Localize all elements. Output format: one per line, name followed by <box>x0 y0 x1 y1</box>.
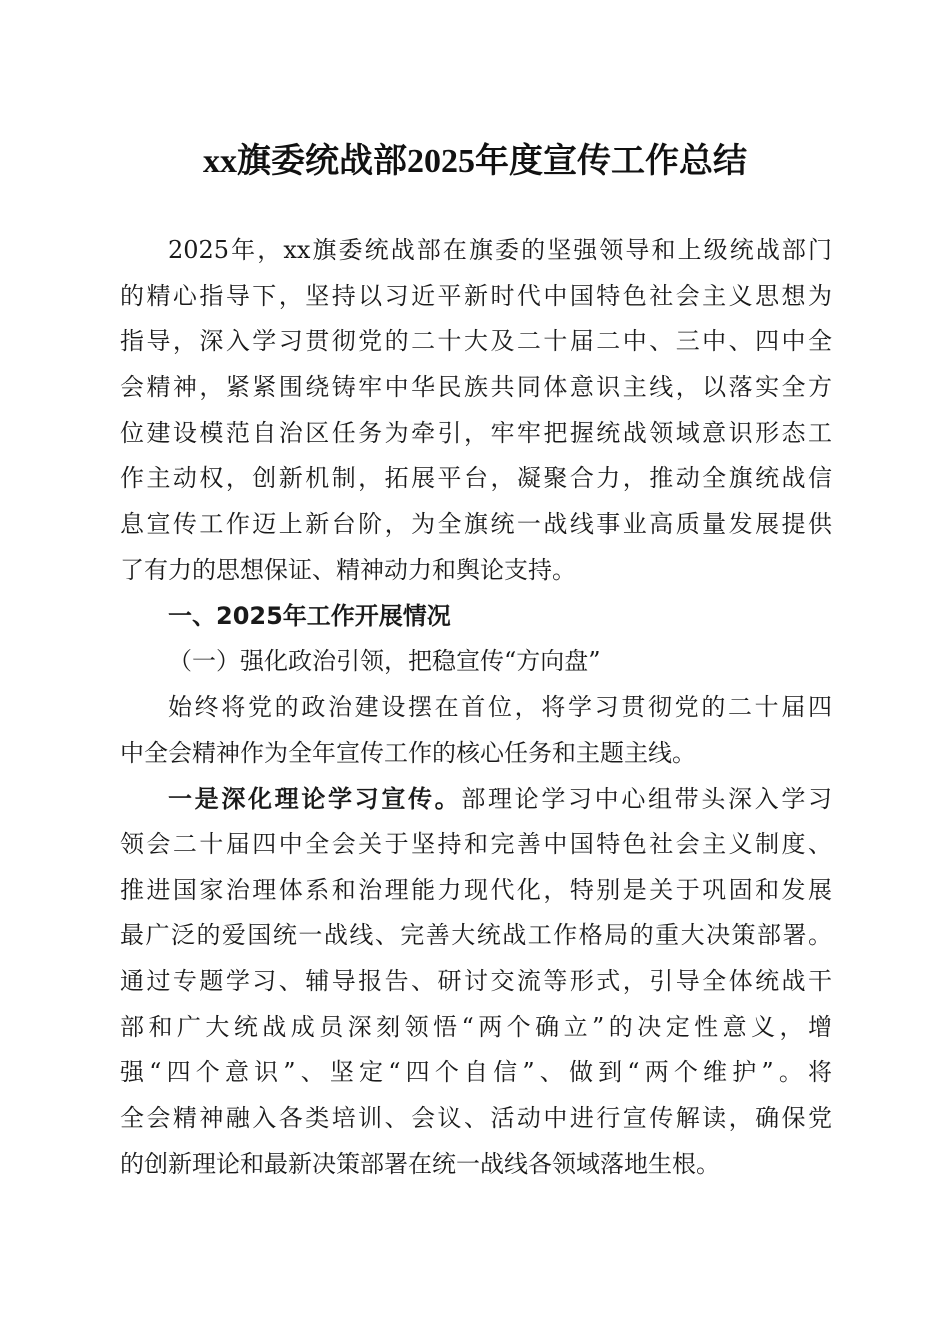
intro-line: 指导，深入学习贯彻党的二十大及二十届二中、三中、四中全 <box>120 327 832 356</box>
paragraph-lead: 一是深化理论学习宣传。 <box>168 784 462 814</box>
paragraph-line: 通过专题学习、辅导报告、研讨交流等形式，引导全体统战干 <box>120 967 832 995</box>
paragraph-line: 始终将党的政治建设摆在首位，将学习贯彻党的二十届四 <box>168 692 832 721</box>
intro-line: 了有力的思想保证、精神动力和舆论支持。 <box>120 555 576 584</box>
document-body <box>120 228 832 1187</box>
intro-line: 作主动权，创新机制，拓展平台，凝聚合力，推动全旗统战信 <box>120 464 832 493</box>
paragraph-2 <box>120 776 832 1187</box>
paragraph-1 <box>120 685 832 776</box>
intro-paragraph <box>120 228 832 594</box>
paragraph-line: 部和广大统战成员深刻领悟“两个确立”的决定性意义，增 <box>120 1012 832 1041</box>
paragraph-line: 最广泛的爱国统一战线、完善大统战工作格局的重大决策部署。 <box>120 921 832 950</box>
intro-line: 的精心指导下，坚持以习近平新时代中国特色社会主义思想为 <box>120 281 832 310</box>
paragraph-first-rest: 部理论学习中心组带头深入学习 <box>461 785 833 814</box>
intro-line: 息宣传工作迈上新台阶，为全旗统一战线事业高质量发展提供 <box>120 510 832 539</box>
intro-line: 2025年，xx旗委统战部在旗委的坚强领导和上级统战部门 <box>168 236 832 264</box>
paragraph-line: 推进国家治理体系和治理能力现代化，特别是关于巩固和发展 <box>120 875 832 904</box>
paragraph-line: 的创新理论和最新决策部署在统一战线各领域落地生根。 <box>120 1149 720 1178</box>
paragraph-first-line <box>120 776 832 822</box>
paragraph-line: 中全会精神作为全年宣传工作的核心任务和主题主线。 <box>120 738 696 767</box>
paragraph-line: 全会精神融入各类培训、会议、活动中进行宣传解读，确保党 <box>120 1104 832 1133</box>
document-title: xx旗委统战部2025年度宣传工作总结 <box>203 143 747 180</box>
paragraph-line: 领会二十届四中全会关于坚持和完善中国特色社会主义制度、 <box>120 829 832 858</box>
section-heading: 一、2025年工作开展情况 <box>168 601 451 630</box>
intro-line: 位建设模范自治区任务为牵引，牢牢把握统战领域意识形态工 <box>120 418 832 447</box>
intro-line: 会精神，紧紧围绕铸牢中华民族共同体意识主线，以落实全方 <box>120 373 832 402</box>
subsection-heading: （一）强化政治引领，把稳宣传“方向盘” <box>168 647 601 676</box>
paragraph-line: 强“四个意识”、坚定“四个自信”、做到“两个维护”。将 <box>120 1058 832 1087</box>
